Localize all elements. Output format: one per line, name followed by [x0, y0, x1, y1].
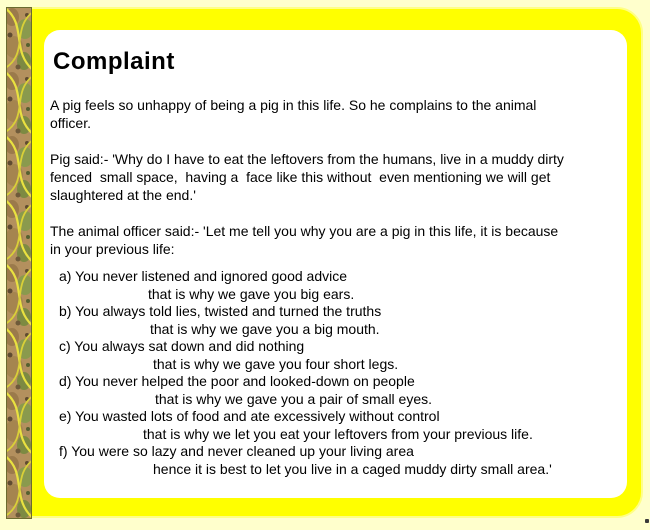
story-paragraphs	[50, 96, 619, 258]
reasons-list	[50, 268, 619, 478]
reason-item	[50, 443, 619, 478]
text-line: fenced small space, having a face like this without even mentioning we will get	[50, 169, 551, 185]
reason-item	[50, 303, 619, 338]
reason-continuation-line: that is why we gave you a big mouth.	[150, 320, 380, 337]
reason-line: d) You never helped the poor and looked-down on people	[59, 373, 415, 389]
text-line: Pig said:- 'Why do I have to eat the leftovers from the humans, live in a muddy dirty	[50, 151, 564, 167]
reason-item	[50, 373, 619, 408]
text-line: The animal officer said:- 'Let me tell you why you are a pig in this life, it is because	[50, 223, 559, 239]
text-line: A pig feels so unhappy of being a pig in this life. So he complains to the animal	[50, 97, 537, 113]
page-title: Complaint	[53, 48, 175, 75]
reason-continuation-line: that is why we gave you a pair of small eyes.	[155, 390, 433, 407]
text-line: in your previous life:	[50, 241, 175, 257]
reason-line: f) You were so lazy and never cleaned up your living area	[59, 443, 414, 459]
reason-item	[50, 408, 619, 443]
text-line: slaughtered at the end.'	[50, 187, 196, 203]
stray-pixel-artifact	[645, 519, 649, 523]
reason-line: a) You never listened and ignored good advice	[59, 268, 347, 284]
reason-item	[50, 268, 619, 303]
text-line: officer.	[50, 115, 91, 131]
paragraph	[50, 222, 619, 258]
reason-line: e) You wasted lots of food and ate excessively without control	[59, 408, 440, 424]
paragraph	[50, 96, 619, 132]
reason-continuation-line: that is why we gave you big ears.	[148, 285, 355, 302]
reason-line: c) You always sat down and did nothing	[59, 338, 305, 354]
reason-item	[50, 338, 619, 373]
paragraph	[50, 150, 619, 204]
decorative-vine-border-icon	[6, 7, 32, 519]
reason-continuation-line: that is why we gave you four short legs.	[153, 355, 399, 372]
reason-continuation-line: that is why we let you eat your leftovers from your previous life.	[143, 425, 533, 442]
reason-continuation-line: hence it is best to let you live in a caged muddy dirty small area.'	[153, 460, 552, 477]
reason-line: b) You always told lies, twisted and turned the truths	[59, 303, 382, 319]
content-card	[44, 30, 627, 498]
